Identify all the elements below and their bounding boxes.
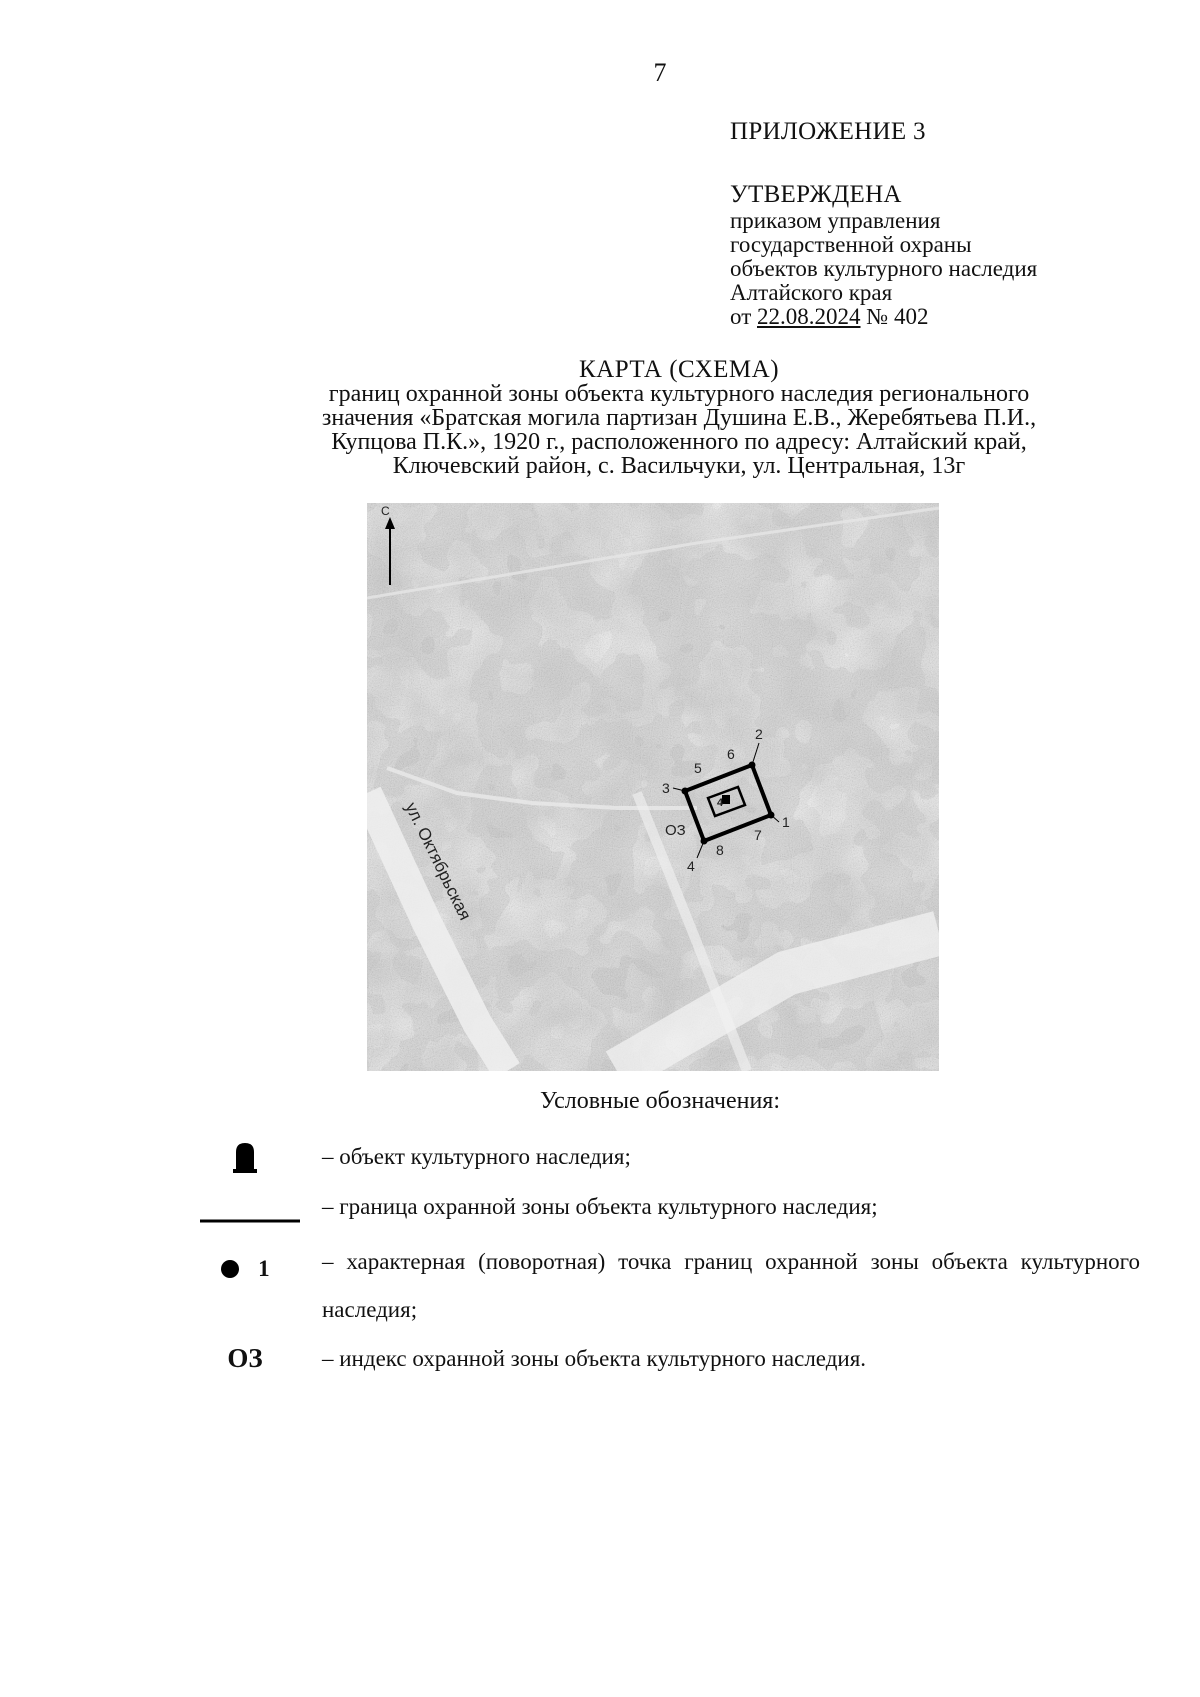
zone-index-symbol: ОЗ [227, 1343, 263, 1373]
map-title-line: границ охранной зоны объекта культурного наследия регионального [328, 381, 1030, 407]
point-label: 5 [694, 760, 702, 776]
turning-point-marker [701, 838, 708, 845]
legend-text: – объект культурного наследия; [322, 1144, 631, 1169]
legend-title: Условные обозначения: [539, 1088, 781, 1114]
turning-point-number: 1 [258, 1255, 270, 1281]
map-scheme [367, 503, 939, 1071]
order-line [730, 305, 1037, 329]
point-label: 2 [755, 726, 763, 742]
point-label: 1 [782, 814, 790, 830]
boundary-line-icon [190, 1204, 310, 1230]
turning-point-marker [682, 788, 689, 795]
order-date: 22.08.2024 [757, 304, 861, 329]
monument-icon [185, 1140, 305, 1180]
approval-line: Алтайского края [730, 280, 893, 305]
turning-point-icon [185, 1254, 305, 1282]
monument-icon [722, 795, 730, 804]
point-label: 4 [687, 858, 695, 874]
approval-line: объектов культурного наследия [730, 256, 1038, 281]
appendix-title: ПРИЛОЖЕНИЕ 3 [730, 118, 926, 145]
turning-point-marker [749, 762, 756, 769]
order-number: № 402 [866, 304, 929, 329]
page-number: 7 [653, 58, 667, 87]
approval-block [730, 183, 1037, 329]
aerial-map [367, 503, 939, 1071]
street-label: ул. Октябрьская [401, 799, 475, 924]
point-label: 7 [754, 827, 762, 843]
zone-index-label: ОЗ [665, 822, 686, 839]
map-title-block [236, 358, 1122, 478]
map-title-line: Ключевский район, с. Васильчуки, ул. Центральная, 13г [392, 453, 966, 479]
legend-text: – граница охранной зоны объекта культурного наследия; [322, 1194, 878, 1219]
map-title: КАРТА (СХЕМА) [578, 356, 780, 383]
approval-line: государственной охраны [730, 232, 972, 257]
north-label: С [381, 504, 390, 518]
turning-point-marker [768, 812, 775, 819]
approval-title: УТВЕРЖДЕНА [730, 181, 902, 208]
legend-text: – индекс охранной зоны объекта культурного наследия. [322, 1346, 867, 1371]
legend-text: – характерная (поворотная) точка границ охранной зоны объекта культурного наследия; [322, 1249, 1140, 1322]
point-label: 8 [716, 842, 724, 858]
object-marker-label: 4 [717, 797, 724, 809]
order-prefix: от [730, 304, 752, 329]
point-label: 6 [727, 746, 735, 762]
point-label: 3 [662, 780, 670, 796]
map-title-line: значения «Братская могила партизан Душина Е.В., Жеребятьева П.И., [321, 405, 1037, 431]
map-title-line: Купцова П.К.», 1920 г., расположенного по адресу: Алтайский край, [331, 429, 1027, 455]
approval-line: приказом управления [730, 208, 941, 233]
